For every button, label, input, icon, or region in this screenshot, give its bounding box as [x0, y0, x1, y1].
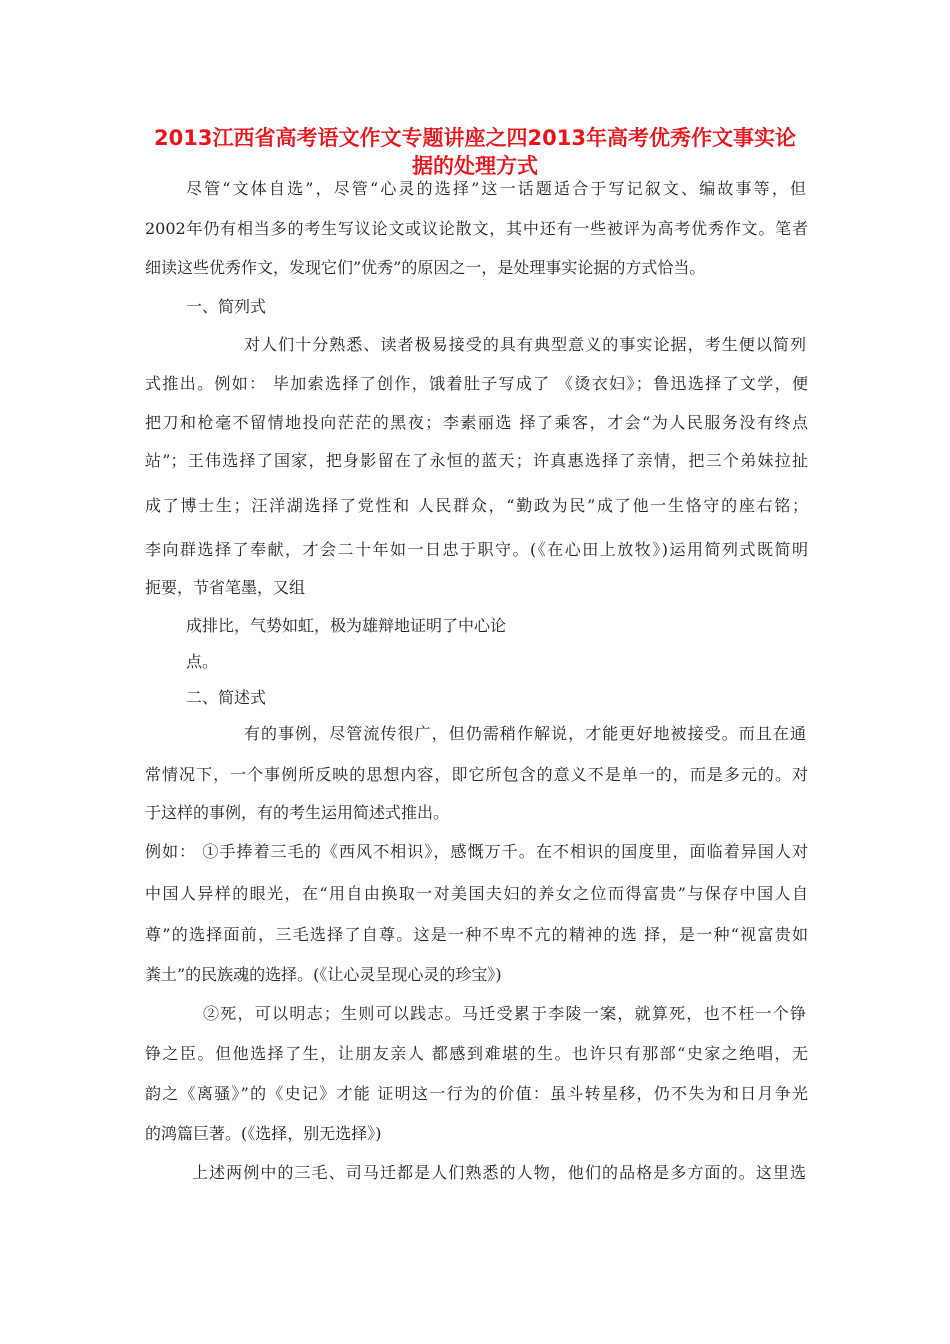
paragraph-line: 细读这些优秀作文，发现它们”优秀”的原因之一，是处理事实论据的方式恰当。: [145, 258, 706, 277]
paragraph-line: 常情况下，一个事例所反映的思想内容，即它所包含的意义不是单一的，而是多元的。对: [145, 765, 808, 784]
paragraph-line: 上述两例中的三毛、司马迁都是人们熟悉的人物，他们的品格是多方面的。这里选: [192, 1163, 806, 1182]
paragraph-line: 2002年仍有相当多的考生写议论文或议论散文，其中还有一些被评为高考优秀作文。笔者: [145, 219, 808, 238]
paragraph-line: 例如： ①手捧着三毛的《西风不相识》，感慨万千。在不相识的国度里，面临着异国人对: [145, 842, 808, 861]
paragraph-line: 尊”的选择面前，三毛选择了自尊。这是一种不卑不亢的精神的选 择，是一种“视富贵如: [145, 925, 808, 944]
paragraph-line: 成排比，气势如虹，极为雄辩地证明了中心论: [186, 616, 507, 635]
paragraph-line: 扼要，节省笔墨，又组: [145, 578, 306, 597]
paragraph-line: ②死，可以明志；生则可以践志。马迁受累于李陵一案，就算死，也不枉一个铮: [203, 1004, 806, 1023]
paragraph-line: 中国人异样的眼光，在“用自由换取一对美国夫妇的养女之位而得富贵”与保存中国人自: [145, 884, 808, 903]
document-title: [130, 124, 820, 180]
section-heading: 二、简述式: [186, 688, 267, 707]
paragraph-line: 铮之臣。但他选择了生，让朋友亲人 都感到难堪的生。也许只有那部“史家之绝唱，无: [145, 1044, 808, 1063]
paragraph-line: 对人们十分熟悉、读者极易接受的具有典型意义的事实论据，考生便以简列: [244, 335, 806, 354]
paragraph-line: 李向群选择了奉献，才会二十年如一日忠于职守。(《在心田上放牧》)运用简列式既简明: [145, 540, 808, 559]
paragraph-line: 成了博士生；汪洋湖选择了党性和 人民群众，“勤政为民”成了他一生恪守的座右铭；: [145, 496, 808, 515]
paragraph-line: 尽管“文体自选”，尽管“心灵的选择”这一话题适合于写记叙文、编故事等，但: [186, 179, 806, 198]
section-heading: 一、简列式: [186, 297, 267, 316]
paragraph-line: 韵之《离骚》”的《史记》才能 证明这一行为的价值：虽斗转星移，仍不失为和日月争光: [145, 1084, 808, 1103]
paragraph-line: 粪土”的民族魂的选择。(《让心灵呈现心灵的珍宝》): [145, 965, 502, 984]
paragraph-line: 的鸿篇巨著。(《选择，别无选择》): [145, 1124, 382, 1143]
title-line-1: 2013江西省高考语文作文专题讲座之四2013年高考优秀作文事实论: [154, 126, 796, 150]
paragraph-line: 点。: [186, 652, 219, 671]
paragraph-line: 式推出。例如： 毕加索选择了创作，饿着肚子写成了 《烫衣妇》；鲁迅选择了文学，便: [145, 374, 808, 393]
title-line-2: 据的处理方式: [412, 154, 538, 178]
paragraph-line: 于这样的事例，有的考生运用简述式推出。: [145, 803, 450, 822]
paragraph-line: 有的事例，尽管流传很广，但仍需稍作解说，才能更好地被接受。而且在通: [244, 724, 806, 743]
paragraph-line: 站”；王伟选择了国家，把身影留在了永恒的蓝天；许真惠选择了亲情，把三个弟妹拉扯: [145, 451, 808, 470]
paragraph-line: 把刀和枪毫不留情地投向茫茫的黑夜；李素丽选 择了乘客，才会“为人民服务没有终点: [145, 413, 808, 432]
